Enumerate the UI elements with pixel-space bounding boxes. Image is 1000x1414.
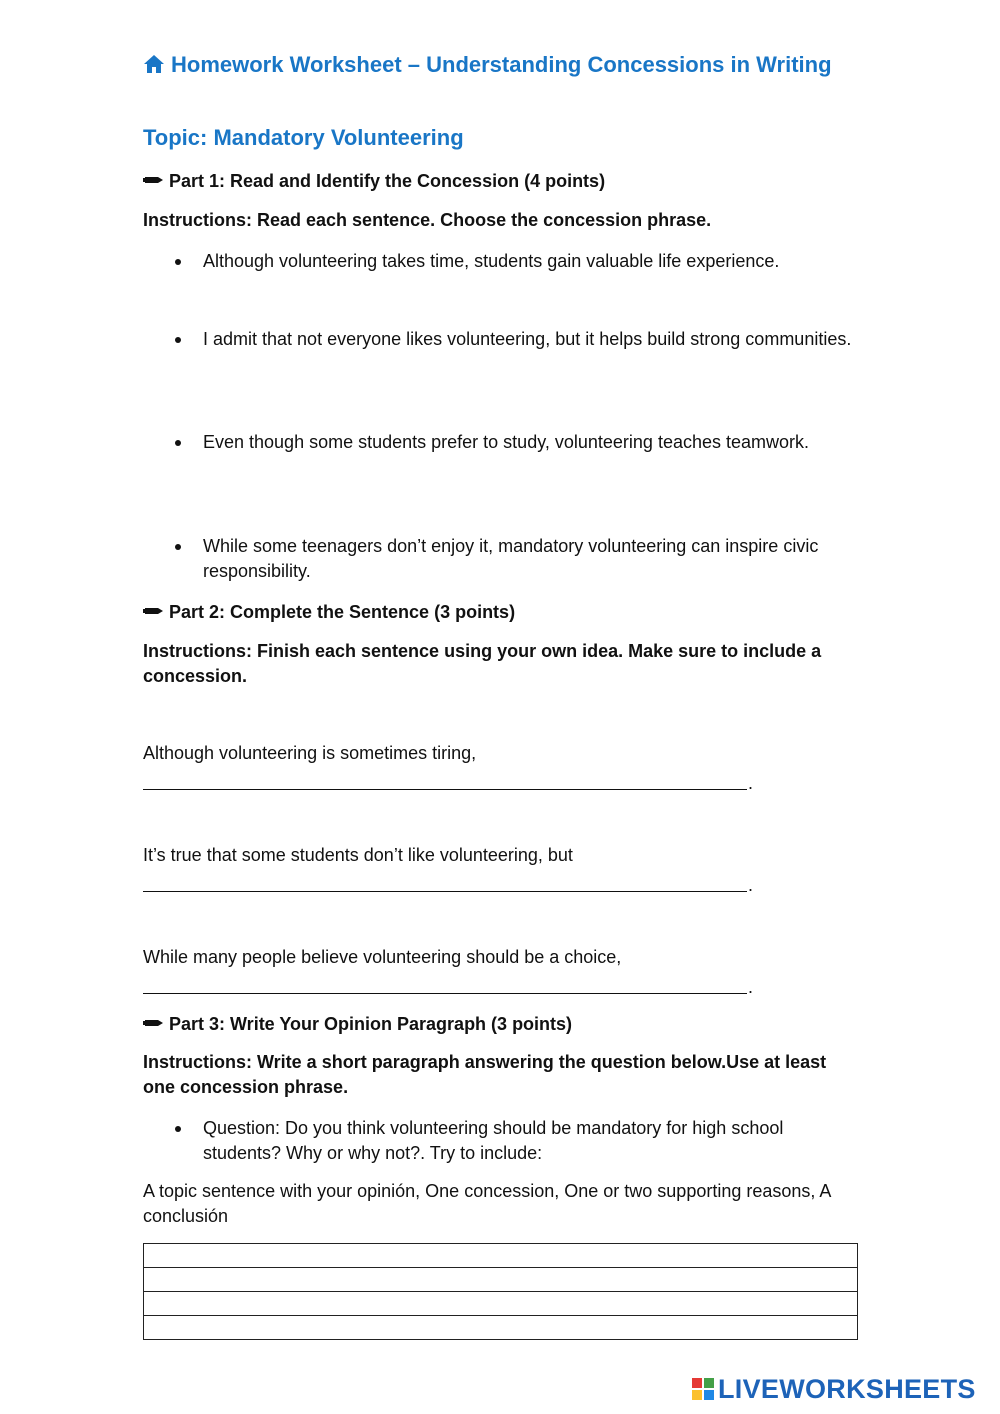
part3-heading bbox=[143, 1012, 572, 1036]
part3-heading-text: Part 3: Write Your Opinion Paragraph (3 points) bbox=[169, 1014, 573, 1034]
answer-period: . bbox=[748, 977, 754, 997]
list-item-text[interactable]: Although volunteering takes time, students gain valuable life experience. bbox=[203, 251, 780, 271]
answer-blank[interactable] bbox=[143, 993, 747, 994]
list-item bbox=[175, 534, 855, 584]
pencil-icon bbox=[143, 605, 165, 617]
list-item-text[interactable]: I admit that not everyone likes volunteering, but it helps build strong communities. bbox=[203, 329, 852, 349]
sentence-prompt: While many people believe volunteering should be a choice, bbox=[143, 947, 622, 967]
bullet-dot bbox=[175, 1126, 181, 1132]
answer-period: . bbox=[748, 773, 754, 793]
home-icon bbox=[143, 54, 165, 74]
topic-heading: Topic: Mandatory Volunteering bbox=[143, 125, 464, 150]
title-text: Homework Worksheet – Understanding Concessions in Writing bbox=[171, 52, 832, 77]
question-text: Question: Do you think volunteering should be mandatory for high school students? Why or why not?. Try to include: bbox=[203, 1118, 784, 1163]
pencil-icon bbox=[143, 1017, 165, 1029]
paragraph-answer-box[interactable] bbox=[143, 1243, 858, 1340]
list-item bbox=[175, 1116, 855, 1166]
answer-blank[interactable] bbox=[143, 891, 747, 892]
logo-wordmark: LIVEWORKSHEETS bbox=[718, 1373, 976, 1404]
list-item-text[interactable]: While some teenagers don’t enjoy it, mandatory volunteering can inspire civic responsibility. bbox=[203, 536, 819, 581]
writing-line[interactable] bbox=[144, 1244, 858, 1268]
list-item-text[interactable]: Even though some students prefer to study, volunteering teaches teamwork. bbox=[203, 432, 810, 452]
worksheet-title bbox=[143, 50, 843, 80]
part1-heading bbox=[143, 169, 605, 193]
bullet-dot bbox=[175, 259, 181, 265]
sentence-prompt: It’s true that some students don’t like volunteering, but bbox=[143, 845, 573, 865]
list-item bbox=[175, 249, 855, 274]
liveworksheets-logo[interactable] bbox=[692, 1374, 976, 1404]
answer-blank[interactable] bbox=[143, 789, 747, 790]
bullet-dot bbox=[175, 337, 181, 343]
list-item bbox=[175, 327, 855, 352]
writing-line[interactable] bbox=[144, 1292, 858, 1316]
bullet-dot bbox=[175, 440, 181, 446]
part1-heading-text: Part 1: Read and Identify the Concession (4 points) bbox=[169, 171, 606, 191]
checklist-text: A topic sentence with your opinión, One concession, One or two supporting reasons, A conclusión bbox=[143, 1181, 831, 1226]
bullet-dot bbox=[175, 544, 181, 550]
part2-heading-text: Part 2: Complete the Sentence (3 points) bbox=[169, 602, 516, 622]
sentence-prompt: Although volunteering is sometimes tiring, bbox=[143, 743, 477, 763]
part1-instructions: Instructions: Read each sentence. Choose the concession phrase. bbox=[143, 210, 712, 230]
writing-line[interactable] bbox=[144, 1268, 858, 1292]
pencil-icon bbox=[143, 174, 165, 186]
list-item bbox=[175, 430, 855, 455]
answer-period: . bbox=[748, 875, 754, 895]
writing-line[interactable] bbox=[144, 1316, 858, 1340]
logo-icon bbox=[692, 1378, 714, 1400]
part2-instructions: Instructions: Finish each sentence using your own idea. Make sure to include a concession. bbox=[143, 641, 822, 686]
part3-instructions: Instructions: Write a short paragraph answering the question below.Use at least one concession phrase. bbox=[143, 1052, 827, 1097]
part2-heading bbox=[143, 600, 515, 624]
